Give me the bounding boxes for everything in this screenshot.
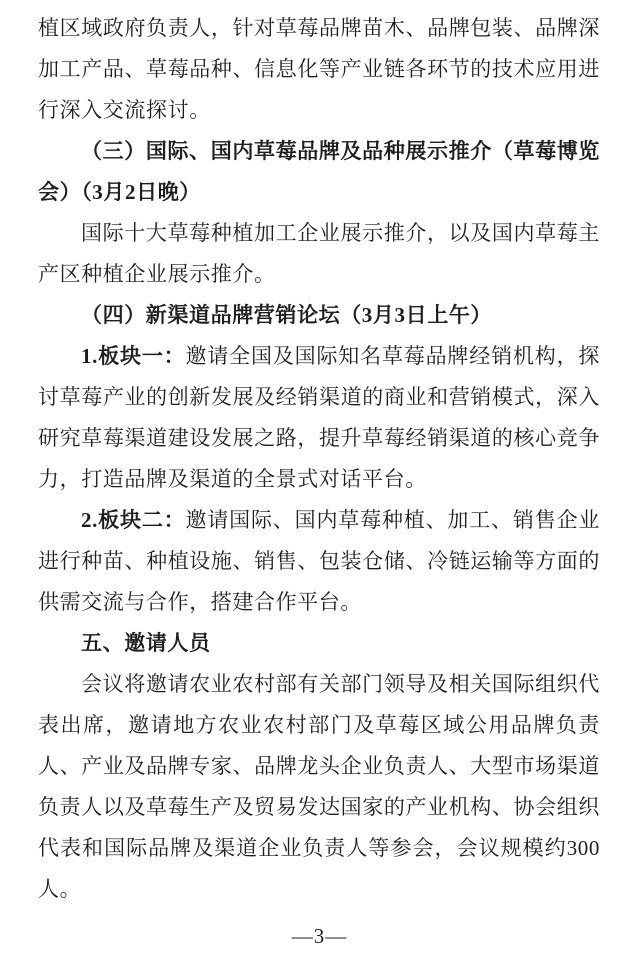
paragraph: [38, 336, 600, 500]
paragraph: [38, 500, 600, 623]
paragraph-text: 五、邀请人员: [81, 632, 211, 655]
paragraph-text: 邀请全国及国际知名草莓品牌经销机构，探讨草莓产业的创新发展及经销渠道的商业和营销模式，深入研究草莓渠道建设发展之路，提升草莓经销渠道的核心竞争力，打造品牌及渠道的全景式对话平台。: [38, 344, 600, 491]
paragraph-text: 会议将邀请农业农村部有关部门领导及相关国际组织代表出席，邀请地方农业农村部门及草莓区域公用品牌负责人、产业及品牌专家、品牌龙头企业负责人、大型市场渠道负责人以及草莓生产及贸易发达国家的产业机构、协会组织代表和国际品牌及渠道企业负责人等参会，会议规模约300人。: [38, 672, 600, 901]
paragraph-text: 国际十大草莓种植加工企业展示推介，以及国内草莓主产区种植企业展示推介。: [38, 221, 600, 286]
paragraph-bold-lead: 1.板块一：: [81, 344, 186, 368]
section-heading-3: [38, 131, 600, 213]
document-body: [38, 8, 600, 910]
paragraph-text: （四）新渠道品牌营销论坛（3月3日上午）: [81, 303, 492, 327]
section-heading-5: [38, 623, 600, 664]
paragraph: [38, 664, 600, 910]
page-number: —3—: [291, 924, 348, 948]
page-footer: [0, 924, 639, 949]
paragraph-bold-lead: 2.板块二：: [81, 508, 186, 532]
paragraph-text: 植区域政府负责人，针对草莓品牌苗木、品牌包装、品牌深加工产品、草莓品种、信息化等产业链各环节的技术应用进行深入交流探讨。: [38, 16, 600, 122]
paragraph-text: 邀请国际、国内草莓种植、加工、销售企业进行种苗、种植设施、销售、包装仓储、冷链运输等方面的供需交流与合作，搭建合作平台。: [38, 508, 600, 614]
section-heading-4: [38, 295, 600, 336]
paragraph-continued: [38, 8, 600, 131]
paragraph: [38, 213, 600, 295]
paragraph-text: （三）国际、国内草莓品牌及品种展示推介（草莓博览会）（3月2日晚）: [38, 139, 600, 204]
